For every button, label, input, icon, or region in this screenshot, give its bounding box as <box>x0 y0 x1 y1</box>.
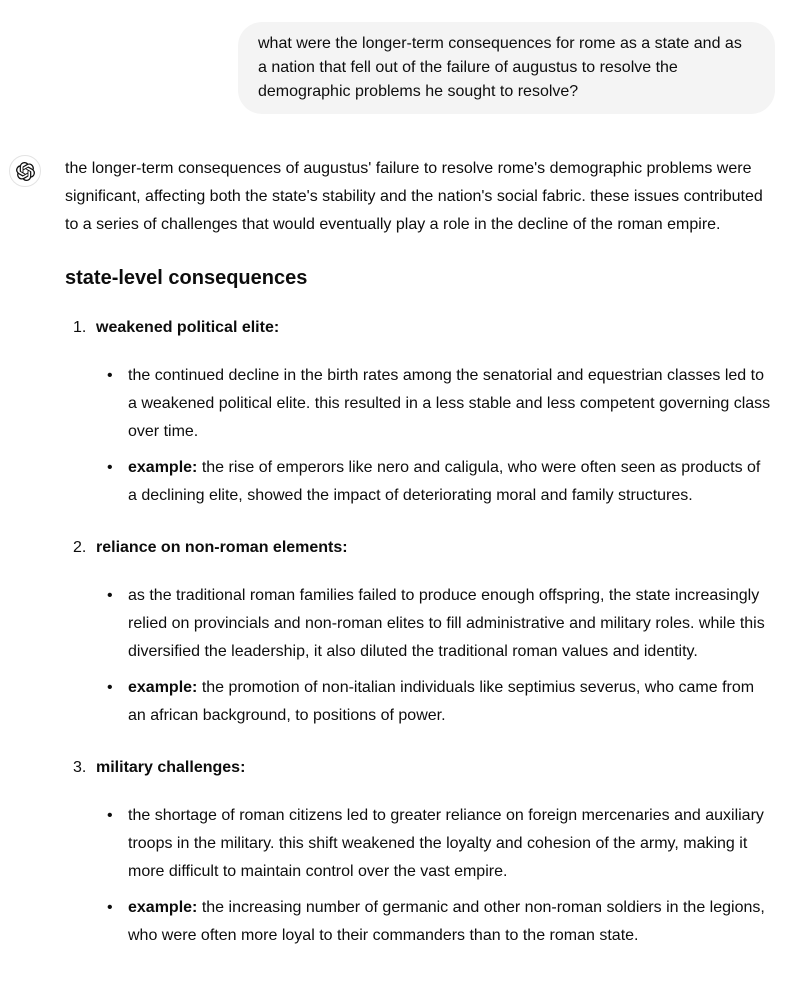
list-item <box>65 534 771 730</box>
list-item-label: military challenges: <box>96 759 246 776</box>
user-message-text: what were the longer-term consequences for rome as a state and as a nation that fell out of the failure of augustus to resolve the demographic problems he sought to resolve? <box>258 35 742 100</box>
user-message-bubble <box>238 22 775 114</box>
list-item <box>65 314 771 510</box>
list-item <box>65 754 771 950</box>
bullet-item <box>128 802 771 886</box>
assistant-avatar <box>9 155 41 187</box>
sub-bullet-list <box>128 582 771 730</box>
user-message-row <box>0 0 798 114</box>
list-item-header <box>65 534 771 562</box>
list-item-label: weakened political elite: <box>96 319 280 336</box>
bullet-text: the increasing number of germanic and other non-roman soldiers in the legions, who were often more loyal to their commanders than to the roman state. <box>128 899 765 944</box>
bullet-item <box>128 894 771 950</box>
list-item-number: 1. <box>73 319 87 336</box>
bullet-text: the promotion of non-italian individuals like septimius severus, who came from an african background, to positions of power. <box>128 679 755 724</box>
sub-bullet-list <box>128 802 771 950</box>
bullet-text: the shortage of roman citizens led to greater reliance on foreign mercenaries and auxiliary troops in the military. this shift weakened the loyalty and cohesion of the army, making it more difficult to maintain control over the vast empire. <box>128 807 764 880</box>
bullet-text: the continued decline in the birth rates among the senatorial and equestrian classes led to a weakened political elite. this resulted in a less stable and less competent governing class over time. <box>128 367 771 440</box>
list-item-header <box>65 754 771 782</box>
bullet-item <box>128 674 771 730</box>
bullet-bold-prefix: example: <box>128 459 198 476</box>
bullet-text: as the traditional roman families failed to produce enough offspring, the state increasingly relied on provincials and non-roman elites to fill administrative and military roles. while this diversified the leadership, it also diluted the traditional roman values and identity. <box>128 587 765 660</box>
assistant-intro-paragraph: the longer-term consequences of augustus' failure to resolve rome's demographic problems were significant, affecting both the state's stability and the nation's social fabric. these issues contributed to a series of challenges that would eventually play a role in the decline of the roman empire. <box>65 160 763 233</box>
consequences-list <box>65 314 771 950</box>
bullet-text: the rise of emperors like nero and caligula, who were often seen as products of a declining elite, showed the impact of deteriorating moral and family structures. <box>128 459 761 504</box>
assistant-message-content <box>65 155 771 950</box>
openai-logo-icon <box>16 162 35 181</box>
assistant-message-row <box>0 155 798 950</box>
bullet-bold-prefix: example: <box>128 899 198 916</box>
bullet-bold-prefix: example: <box>128 679 198 696</box>
bullet-item <box>128 362 771 446</box>
section-heading: state-level consequences <box>65 267 308 289</box>
list-item-number: 2. <box>73 539 87 556</box>
list-item-number: 3. <box>73 759 87 776</box>
sub-bullet-list <box>128 362 771 510</box>
list-item-label: reliance on non-roman elements: <box>96 539 348 556</box>
bullet-item <box>128 454 771 510</box>
bullet-item <box>128 582 771 666</box>
list-item-header <box>65 314 771 342</box>
